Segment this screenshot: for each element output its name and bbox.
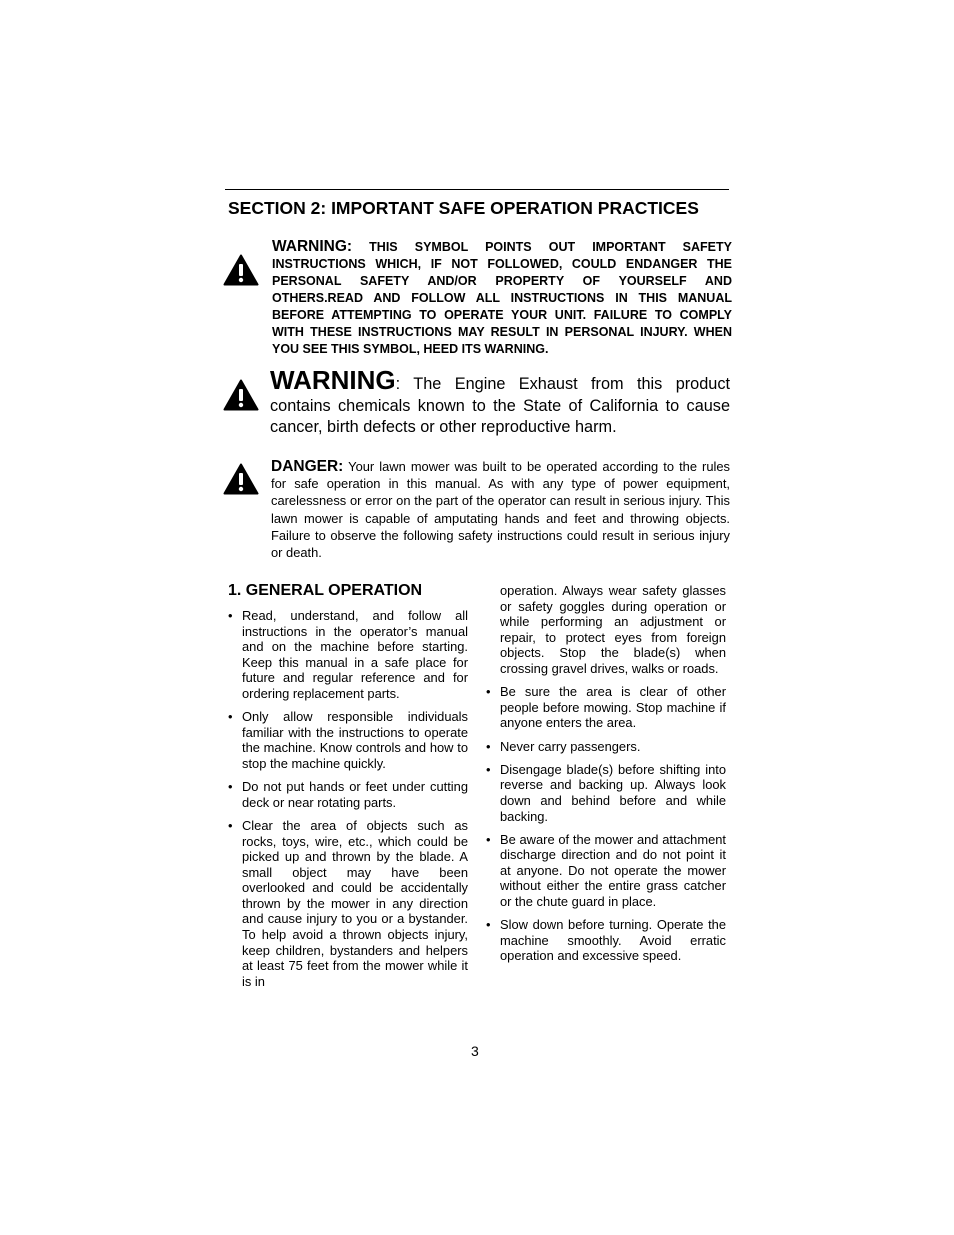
bullet: • [486,684,491,700]
list-item-text: Slow down before turning. Operate the machine smoothly. Avoid erratic operation and excessive speed. [500,917,726,964]
list-item [228,818,468,990]
warning-lead: WARNING [270,365,396,395]
list-item [486,684,726,731]
general-operation-title: 1. GENERAL OPERATION [228,582,423,599]
danger-text: Your lawn mower was built to be operated according to the rules for safe operation in this manual. As with any type of power equipment, carelessness or error on the part of the operator can result in serious injury. This lawn mower is capable of amputating hands and feet and throwing objects. Failure to observe the following safety instructions could result in serious injury or death. [271,459,730,561]
warning-triangle-icon [223,463,259,495]
danger-lead: DANGER: [271,458,344,475]
list-item [228,709,468,771]
warning-triangle-icon [223,379,259,411]
bullet: • [486,917,491,933]
list-item-text: Be sure the area is clear of other people before mowing. Stop machine if anyone enters the area. [500,684,726,731]
bullet: • [228,779,233,795]
bullet: • [486,761,491,777]
list-item-text: Read, understand, and follow all instructions in the operator’s manual and on the machine before starting. Keep this manual in a safe place for future and regular reference and for ordering replacement parts. [242,608,468,701]
section-divider [225,189,729,190]
list-item-text: Only allow responsible individuals familiar with the instructions to operate the machine. Know controls and how to stop the machine quickly. [242,709,468,771]
left-bullet-list [228,608,468,997]
list-item [228,608,468,702]
list-item-text: Disengage blade(s) before shifting into reverse and backing up. Always look down and behind before and while backing. [500,761,726,824]
warning-lead: WARNING: [272,238,353,255]
list-item-continuation [486,583,726,677]
warning-triangle-icon [223,254,259,286]
list-item [228,779,468,810]
list-item [486,739,726,755]
list-item-text: Be aware of the mower and attachment discharge direction and do not point it at anyone. Do not operate the mower without either the entire grass catcher or the chute guard in place. [500,831,726,910]
warning-symbol-notice [272,238,732,358]
california-warning [270,365,730,439]
list-item [486,917,726,964]
list-item-text: Do not put hands or feet under cutting deck or near rotating parts. [242,779,468,810]
page-number: 3 [471,1043,479,1059]
list-item [486,762,726,824]
bullet: • [228,608,233,623]
warning-text: : The Engine Exhaust from this product contains chemicals known to the State of California to cause cancer, birth defects or other reproductive harm. [270,375,730,436]
right-bullet-list [486,583,726,972]
danger-notice [271,458,730,561]
bullet: • [486,738,491,754]
bullet: • [486,831,491,847]
list-item-text: Clear the area of objects such as rocks, toys, wire, etc., which could be picked up and thrown by the blade. A small object may have been overlooked and could be accidentally thrown by the mower in any direction and cause injury to you or a bystander. To help avoid a thrown objects injury, keep children, bystanders and helpers at least 75 feet from the mower while it is in [242,817,468,989]
list-item-text: operation. Always wear safety glasses or safety goggles during operation or while performing an adjustment or repair, to protect eyes from foreign objects. Stop the blade(s) when crossing gravel drives, walks or roads. [500,583,726,676]
bullet: • [228,709,233,725]
warning-text: THIS SYMBOL POINTS OUT IMPORTANT SAFETY INSTRUCTIONS WHICH, IF NOT FOLLOWED, COULD ENDANGER THE PERSONAL SAFETY AND/OR PROPERTY OF YOURSELF AND OTHERS.READ AND FOLLOW ALL INSTRUCTIONS IN THIS MANUAL BEFORE ATTEMPTING TO OPERATE YOUR UNIT. FAILURE TO COMPLY WITH THESE INSTRUCTIONS MAY RESULT IN PERSONAL INJURY. WHEN YOU SEE THIS SYMBOL, HEED ITS WARNING. [272,240,732,356]
section-title: SECTION 2: IMPORTANT SAFE OPERATION PRACTICES [228,198,699,218]
list-item [486,832,726,910]
list-item-text: Never carry passengers. [500,738,641,754]
bullet: • [228,817,233,833]
